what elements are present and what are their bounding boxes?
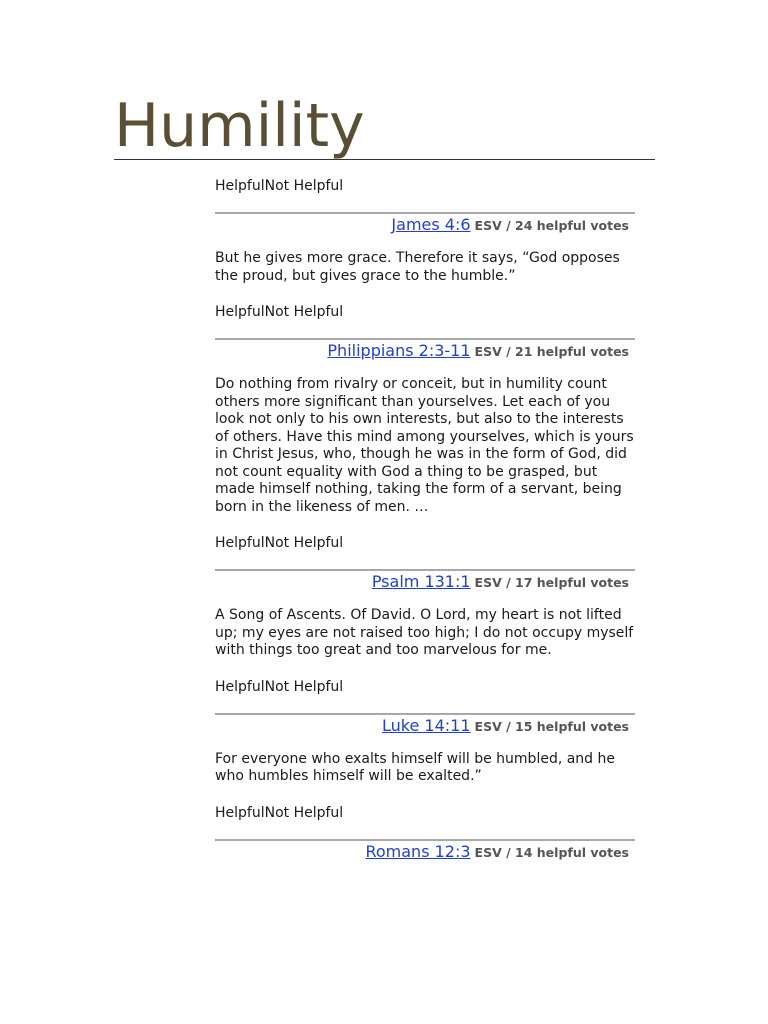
verse-item <box>215 677 635 786</box>
helpful-button[interactable]: Helpful <box>215 178 265 194</box>
verse-text: But he gives more grace. Therefore it says, “God opposes the proud, but gives grace to the humble.” <box>215 250 620 284</box>
verse-reference-link[interactable]: Philippians 2:3-11 <box>327 341 471 360</box>
vote-row <box>215 302 635 322</box>
verse-list <box>215 176 635 877</box>
verse-text: Do nothing from rivalry or conceit, but in humility count others more significant than yourselves. Let each of you look not only to his own interests, but also to the interests of others. Have this mind among yourselves, which is yours in Christ Jesus, who, though he was in the form of God, did not count equality with God a thing to be grasped, but made himself nothing, taking the form of a servant, being born in the likeness of men. … <box>215 376 634 515</box>
not-helpful-button[interactable]: Not Helpful <box>264 678 344 695</box>
verse-vote-meta: ESV / 21 helpful votes <box>474 344 629 359</box>
vote-row <box>215 176 635 196</box>
verse-reference-line <box>215 713 635 737</box>
verse-item <box>215 533 635 660</box>
verse-reference-line <box>215 338 635 362</box>
verse-reference-link[interactable]: Luke 14:11 <box>382 715 471 735</box>
verse-vote-meta: ESV / 14 helpful votes <box>474 844 629 860</box>
vote-row <box>215 803 635 823</box>
verse-reference-link[interactable]: Psalm 131:1 <box>371 572 471 591</box>
verse-item <box>215 803 635 863</box>
not-helpful-button[interactable]: Not Helpful <box>264 535 344 551</box>
helpful-button[interactable]: Helpful <box>215 678 265 695</box>
verse-vote-meta: ESV / 24 helpful votes <box>474 218 629 233</box>
verse-text: A Song of Ascents. Of David. O Lord, my heart is not lifted up; my eyes are not raised too high; I do not occupy myself with things too great and too marvelous for me. <box>215 607 634 658</box>
verse-reference-line <box>215 569 635 593</box>
verse-text: For everyone who exalts himself will be humbled, and he who humbles himself will be exalted.” <box>215 750 616 784</box>
verse-item <box>215 176 635 285</box>
not-helpful-button[interactable]: Not Helpful <box>264 178 344 194</box>
not-helpful-button[interactable]: Not Helpful <box>264 804 344 821</box>
verse-vote-meta: ESV / 15 helpful votes <box>474 718 629 734</box>
verse-reference-line <box>215 839 635 863</box>
verse-item <box>215 302 635 516</box>
verse-vote-meta: ESV / 17 helpful votes <box>474 575 629 590</box>
verse-reference-link[interactable]: James 4:6 <box>391 215 471 234</box>
title-divider <box>114 159 655 160</box>
helpful-button[interactable]: Helpful <box>215 535 265 551</box>
verse-reference-line <box>215 212 635 236</box>
vote-row <box>215 533 635 553</box>
vote-row <box>215 677 635 697</box>
not-helpful-button[interactable]: Not Helpful <box>264 304 344 320</box>
helpful-button[interactable]: Helpful <box>215 304 265 320</box>
verse-reference-link[interactable]: Romans 12:3 <box>365 841 471 861</box>
helpful-button[interactable]: Helpful <box>215 804 265 821</box>
page-title: Humility <box>114 91 365 161</box>
